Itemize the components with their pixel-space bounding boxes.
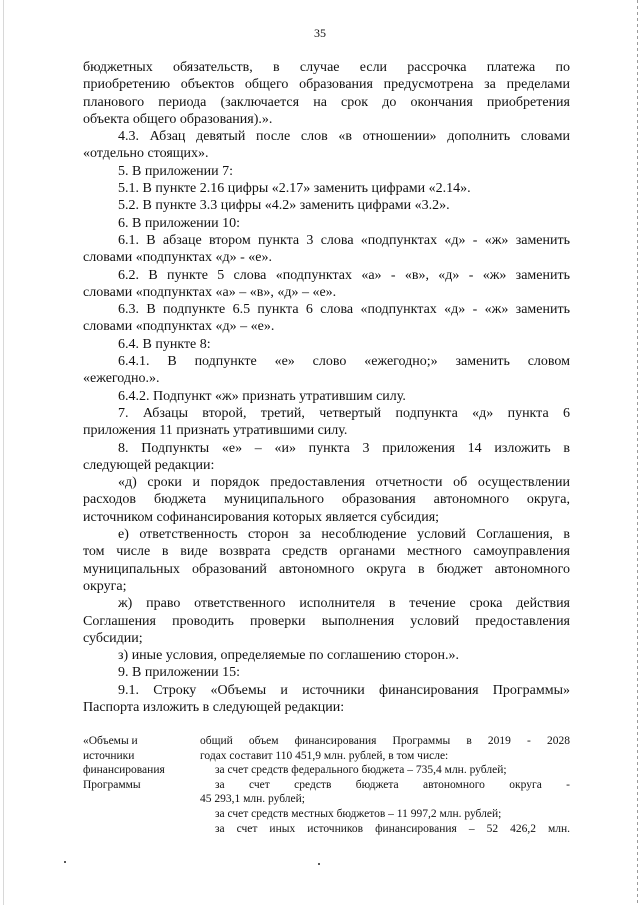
text-line: 6. В приложении 10: xyxy=(118,215,241,231)
text-line: Паспорта изложить в следующей редакции: xyxy=(83,699,345,715)
scan-speck xyxy=(318,863,320,865)
text-line: за счет иных источников финансирования – 52 426,2 млн. xyxy=(215,822,570,835)
label-line: финансирования xyxy=(83,764,165,777)
text-line: словами «подпунктах «д» - «е». xyxy=(83,250,273,266)
text-line: 4.3. Абзац девятый после слов «в отношении» дополнить словами xyxy=(118,129,570,145)
text-line: ж) право ответственного исполнителя в течение срока действия xyxy=(118,596,570,612)
passport-row-text xyxy=(200,734,570,836)
text-line: 5. В приложении 7: xyxy=(118,163,234,179)
text-line: «отдельно стоящих». xyxy=(83,146,209,162)
text-line: 7. Абзацы второй, третий, четвертый подпункта «д» пункта 6 xyxy=(118,405,570,421)
text-line: том числе в виде возврата средств органами местного самоуправления xyxy=(83,544,570,560)
scan-edge-right xyxy=(637,0,638,905)
text-line: 6.4.2. Подпункт «ж» признать утратившим силу. xyxy=(118,388,406,404)
passport-row-label xyxy=(83,734,183,792)
text-line: субсидии; xyxy=(83,630,143,646)
text-line: приобретению объектов общего образования предусмотрена за пределами xyxy=(83,77,570,93)
text-line: 9.1. Строку «Объемы и источники финансирования Программы» xyxy=(118,682,570,698)
text-line: з) иные условия, определяемые по соглашению сторон.». xyxy=(118,648,460,664)
text-line: 6.2. В пункте 5 слова «подпунктах «а» - «в», «д» - «ж» заменить xyxy=(118,267,570,283)
text-line: «д) сроки и порядок предоставления отчетности об осуществлении xyxy=(118,475,570,491)
text-line: 8. Подпункты «е» – «и» пункта 3 приложения 14 изложить в xyxy=(118,440,570,456)
text-line: бюджетных обязательств, в случае если рассрочка платежа по xyxy=(83,60,570,75)
text-line: 5.1. В пункте 2.16 цифры «2.17» заменить цифрами «2.14». xyxy=(118,181,471,197)
text-line: следующей редакции: xyxy=(83,457,215,473)
text-line: 6.1. В абзаце втором пункта 3 слова «подпунктах «д» - «ж» заменить xyxy=(118,232,570,248)
text-line: Соглашения проводить проверки выполнения условий предоставления xyxy=(83,613,570,629)
text-line: словами «подпунктах «д» – «е». xyxy=(83,319,275,335)
text-line: 6.4. В пункте 8: xyxy=(118,336,211,352)
text-line: за счет средств бюджета автономного округа - xyxy=(215,778,570,791)
text-line: расходов бюджета муниципального образования автономного округа, xyxy=(83,492,570,508)
text-line: за счет средств федерального бюджета – 735,4 млн. рублей; xyxy=(215,764,507,777)
text-line: 5.2. В пункте 3.3 цифры «4.2» заменить цифрами «3.2». xyxy=(118,198,450,214)
text-line: муниципальных образований автономного округа в бюджет автономного xyxy=(83,561,570,577)
body-text xyxy=(83,59,570,716)
text-line: 9. В приложении 15: xyxy=(118,665,241,681)
text-line: источником софинансирования которых является субсидия; xyxy=(83,509,440,525)
page-number: 35 xyxy=(314,26,326,40)
text-line: 45 293,1 млн. рублей; xyxy=(200,793,305,806)
label-line: Программы xyxy=(83,778,141,791)
text-line: планового периода (заключается на срок до окончания приобретения xyxy=(83,94,570,110)
text-line: общий объем финансирования Программы в 2019 - 2028 xyxy=(200,735,570,747)
text-line: округа; xyxy=(83,578,127,594)
scan-edge-left xyxy=(3,0,4,905)
scan-speck xyxy=(64,861,66,863)
text-line: 6.4.1. В подпункте «е» слово «ежегодно;» заменить словом xyxy=(118,354,570,370)
text-line: 6.3. В подпункте 6.5 пункта 6 слова «подпунктах «д» - «ж» заменить xyxy=(118,302,570,318)
text-line: е) ответственность сторон за несоблюдение условий Соглашения, в xyxy=(118,527,570,543)
text-line: «ежегодно.». xyxy=(83,371,160,387)
label-line: «Объемы и xyxy=(83,735,138,747)
text-line: годах составит 110 451,9 млн. рублей, в том числе: xyxy=(200,749,449,762)
text-line: приложения 11 признать утратившими силу. xyxy=(83,423,348,439)
text-line: объекта общего образования).». xyxy=(83,111,273,127)
text-line: за счет средств местных бюджетов – 11 997,2 млн. рублей; xyxy=(215,807,502,820)
text-line: словами «подпунктах «а» – «в», «д» – «е». xyxy=(83,284,337,300)
label-line: источники xyxy=(83,749,135,762)
